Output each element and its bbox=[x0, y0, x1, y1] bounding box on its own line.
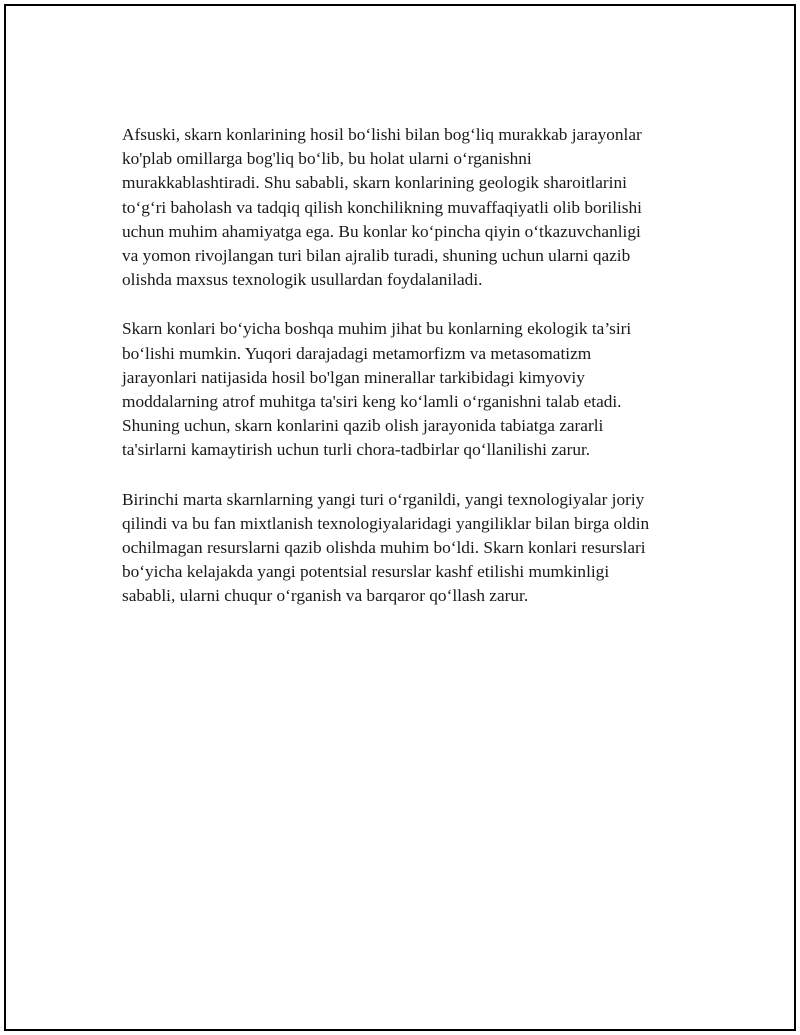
text-line: murakkablashtiradi. Shu sababli, skarn konlarining geologik sharoitlarini bbox=[122, 173, 627, 193]
text-line: ta'sirlarni kamaytirish uchun turli chora-tadbirlar qo‘llanilishi zarur. bbox=[122, 440, 591, 460]
text-line: uchun muhim ahamiyatga ega. Bu konlar ko‘pincha qiyin o‘tkazuvchanligi bbox=[122, 221, 641, 241]
text-line: Shuning uchun, skarn konlarini qazib olish jarayonida tabiatga zararli bbox=[122, 416, 604, 436]
text-line: to‘g‘ri baholash va tadqiq qilish konchilikning muvaffaqiyatli olib borilishi bbox=[122, 197, 642, 217]
text-line: Birinchi marta skarnlarning yangi turi o‘rganildi, yangi texnologiyalar joriy bbox=[122, 489, 645, 509]
text-line: bo‘yicha kelajakda yangi potentsial resurslar kashf etilishi mumkinligi bbox=[122, 562, 610, 582]
text-line: moddalarning atrof muhitga ta'siri keng ko‘lamli o‘rganishni talab etadi. bbox=[122, 392, 622, 412]
paragraph-2 bbox=[122, 317, 692, 462]
text-line: olishda maxsus texnologik usullardan foydalaniladi. bbox=[122, 270, 483, 290]
text-line: va yomon rivojlangan turi bilan ajralib turadi, shuning uchun ularni qazib bbox=[122, 246, 631, 266]
text-line: ko'plab omillarga bog'liq bo‘lib, bu holat ularni o‘rganishni bbox=[122, 149, 532, 169]
text-line: Skarn konlari bo‘yicha boshqa muhim jihat bu konlarning ekologik ta’siri bbox=[122, 319, 632, 339]
text-line: jarayonlari natijasida hosil bo'lgan minerallar tarkibidagi kimyoviy bbox=[122, 367, 585, 387]
text-line: qilindi va bu fan mixtlanish texnologiyalaridagi yangiliklar bilan birga oldin bbox=[122, 513, 650, 533]
text-line: Afsuski, skarn konlarining hosil bo‘lishi bilan bog‘liq murakkab jarayonlar bbox=[122, 125, 642, 144]
paragraph-1 bbox=[122, 123, 692, 292]
text-line: bo‘lishi mumkin. Yuqori darajadagi metamorfizm va metasomatizm bbox=[122, 343, 592, 363]
paragraph-3 bbox=[122, 488, 692, 609]
text-line: ochilmagan resurslarni qazib olishda muhim bo‘ldi. Skarn konlari resurslari bbox=[122, 538, 646, 558]
page-frame bbox=[4, 4, 796, 1031]
text-line: sababli, ularni chuqur o‘rganish va barqaror qo‘llash zarur. bbox=[122, 586, 529, 606]
document-body bbox=[122, 123, 692, 634]
